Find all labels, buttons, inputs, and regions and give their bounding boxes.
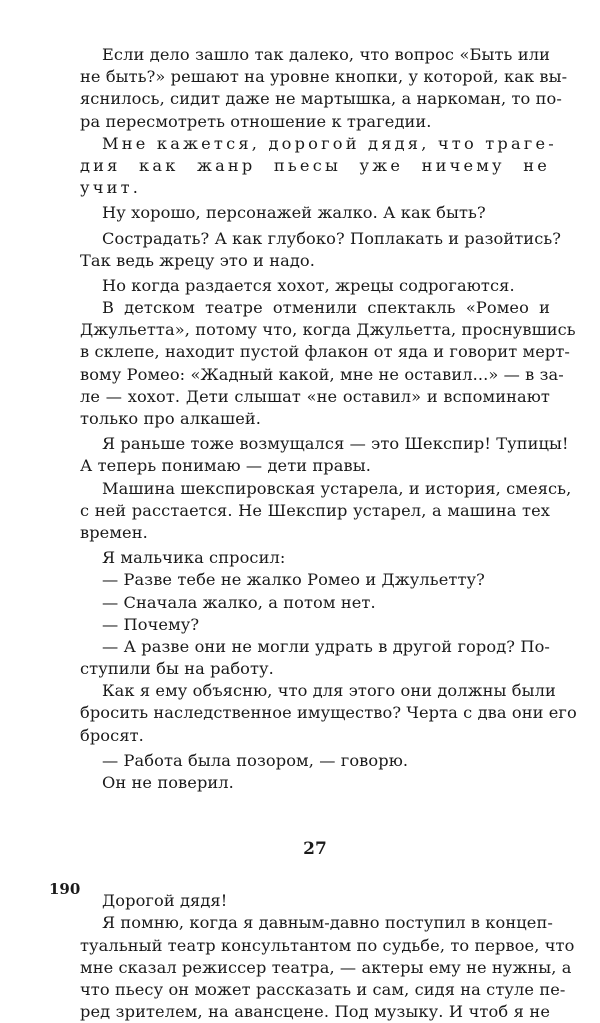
text-line: не быть?» решают на уровне кнопки, у которой, как вы- bbox=[80, 67, 568, 87]
dialogue-line: — Почему? bbox=[102, 614, 200, 634]
text-line: с ней расстается. Не Шекспир устарел, а машина тех bbox=[80, 500, 550, 520]
text-line: туальный театр консультантом по судьбе, то первое, что bbox=[80, 935, 575, 955]
text-block-before-chapter bbox=[80, 44, 577, 794]
text-line: Я помню, когда я давным-давно поступил в концеп- bbox=[102, 913, 553, 933]
text-line: Если дело зашло так далеко, что вопрос «Быть или bbox=[102, 45, 550, 64]
text-line: Сострадать? А как глубоко? Поплакать и разойтись? bbox=[102, 228, 562, 248]
text-line: в склепе, находит пустой флакон от яда и говорит мерт- bbox=[80, 342, 571, 362]
text-line: ред зрителем, на авансцене. Под музыку. И чтоб я не bbox=[80, 1002, 550, 1022]
text-line: ле — хохот. Дети слышат «не оставил» и вспоминают bbox=[80, 386, 550, 406]
dialogue-line: ступили бы на работу. bbox=[80, 659, 274, 679]
text-line: А теперь понимаю — дети правы. bbox=[80, 456, 371, 476]
text-line: Ну хорошо, персонажей жалко. А как быть? bbox=[102, 203, 486, 223]
text-line: бросить наследственное имущество? Черта с два они его bbox=[80, 703, 577, 723]
text-line: мне сказал режиссер театра, — актеры ему не нужны, а bbox=[80, 957, 572, 977]
text-line: учит. bbox=[80, 178, 142, 198]
text-line: Я раньше тоже возмущался — это Шекспир! Тупицы! bbox=[102, 434, 569, 454]
text-line: Я мальчика спросил: bbox=[102, 548, 286, 568]
salutation-line: Дорогой дядя! bbox=[102, 891, 228, 911]
book-page bbox=[80, 44, 577, 1023]
text-line: Мне кажется, дорогой дядя, что траге- bbox=[102, 133, 557, 153]
dialogue-line: — Разве тебе не жалко Ромео и Джульетту? bbox=[102, 570, 485, 590]
text-line: что пьесу он может рассказать и сам, сидя на стуле пе- bbox=[80, 979, 566, 999]
text-line: Джульетта», потому что, когда Джульетта, проснувшись bbox=[80, 320, 576, 340]
dialogue-line: — А разве они не могли удрать в другой город? По- bbox=[102, 636, 550, 656]
text-line: вому Ромео: «Жадный какой, мне не оставил...» — в за- bbox=[80, 364, 564, 384]
text-line: только про алкашей. bbox=[80, 409, 262, 428]
text-line: Но когда раздается хохот, жрецы содрогаются. bbox=[102, 275, 515, 295]
text-line: дия как жанр пьесы уже ничему не bbox=[80, 155, 550, 175]
text-line: времен. bbox=[80, 522, 148, 542]
text-line: Он не поверил. bbox=[102, 773, 234, 792]
page-number: 190 bbox=[49, 880, 81, 898]
text-line: яснилось, сидит даже не мартышка, а наркоман, то по- bbox=[80, 89, 562, 109]
text-line: В детском театре отменили спектакль «Ромео и bbox=[102, 298, 550, 318]
chapter-number: 27 bbox=[303, 839, 327, 860]
text-line: Так ведь жрецу это и надо. bbox=[80, 250, 315, 270]
text-line: Как я ему объясню, что для этого они должны были bbox=[102, 681, 556, 701]
text-line: бросят. bbox=[80, 725, 144, 745]
text-block-chapter-27 bbox=[80, 890, 575, 1023]
dialogue-line: — Работа была позором, — говорю. bbox=[102, 750, 409, 770]
text-line: Машина шекспировская устарела, и история, смеясь, bbox=[102, 478, 572, 498]
text-line: ра пересмотреть отношение к трагедии. bbox=[80, 111, 432, 131]
dialogue-line: — Сначала жалко, а потом нет. bbox=[102, 592, 376, 612]
